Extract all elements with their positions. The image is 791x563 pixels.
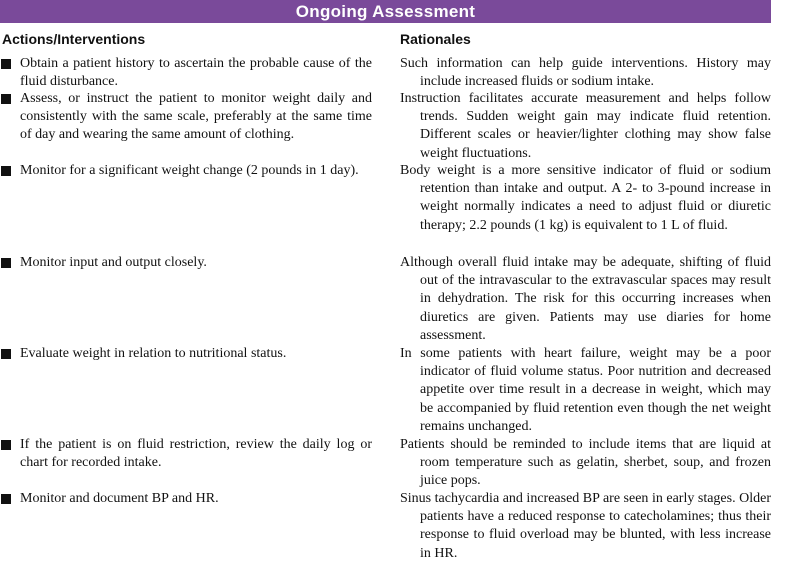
- action-text: Assess, or instruct the patient to monitor weight daily and consistently with the same scale, preferably at the same time of day and wearing the same amount of clothing.: [20, 91, 372, 143]
- action-text: Monitor for a significant weight change (2 pounds in 1 day).: [20, 163, 359, 178]
- action-item: [0, 490, 372, 508]
- action-text: Obtain a patient history to ascertain the probable cause of the fluid disturbance.: [20, 56, 372, 90]
- rationale-text: Sinus tachycardia and increased BP are seen in early stages. Older patients have a reduced response to catecholamines; thus their response to fluid overload may be blunted, with less increase in HR.: [400, 491, 771, 561]
- rationale-text: Instruction facilitates accurate measurement and helps follow trends. Sudden weight gain may indicate fluid retention. Different scales or heavier/lighter clothing may show false weight fluctuations.: [400, 91, 771, 161]
- action-text: Evaluate weight in relation to nutritional status.: [20, 346, 287, 361]
- rationale-text: Such information can help guide interventions. History may include increased fluids or sodium intake.: [400, 56, 771, 90]
- square-bullet-icon: [1, 349, 11, 359]
- action-item: [0, 254, 372, 272]
- rationale-text: Patients should be reminded to include items that are liquid at room temperature such as gelatin, sherbet, soup, and frozen juice pops.: [400, 437, 771, 489]
- square-bullet-icon: [1, 166, 11, 176]
- square-bullet-icon: [1, 258, 11, 268]
- square-bullet-icon: [1, 94, 11, 104]
- action-item: [0, 436, 372, 472]
- square-bullet-icon: [1, 59, 11, 69]
- square-bullet-icon: [1, 440, 11, 450]
- action-text: Monitor input and output closely.: [20, 255, 207, 270]
- actions-column-header: Actions/Interventions: [2, 31, 146, 47]
- square-bullet-icon: [1, 494, 11, 504]
- rationale-text: In some patients with heart failure, weight may be a poor indicator of fluid volume status. Poor nutrition and decreased appetite over time result in a decrease in weight, which may be accompanied by fluid retention even though the net weight remains unchanged.: [400, 346, 771, 434]
- rationales-column-header: Rationales: [400, 31, 471, 47]
- action-item: [0, 345, 372, 363]
- section-title: Ongoing Assessment: [295, 1, 476, 21]
- rationale-text: Although overall fluid intake may be adequate, shifting of fluid out of the intravascular to the extravascular spaces may result in dehydration. The risk for this occurring increases when diuretics are given. Patients may use diaries for home assessment.: [400, 255, 771, 343]
- action-item: [0, 55, 372, 91]
- action-item: [0, 90, 372, 145]
- action-text: Monitor and document BP and HR.: [20, 491, 219, 506]
- action-item: [0, 162, 372, 180]
- section-banner: [0, 0, 771, 23]
- action-text: If the patient is on fluid restriction, review the daily log or chart for recorded intake.: [20, 437, 372, 471]
- rationale-text: Body weight is a more sensitive indicator of fluid or sodium retention than intake and output. A 2- to 3-pound increase in weight normally indicates a need to adjust fluid or diuretic therapy; 2.2 pounds (1 kg) is equivalent to 1 L of fluid.: [400, 163, 771, 233]
